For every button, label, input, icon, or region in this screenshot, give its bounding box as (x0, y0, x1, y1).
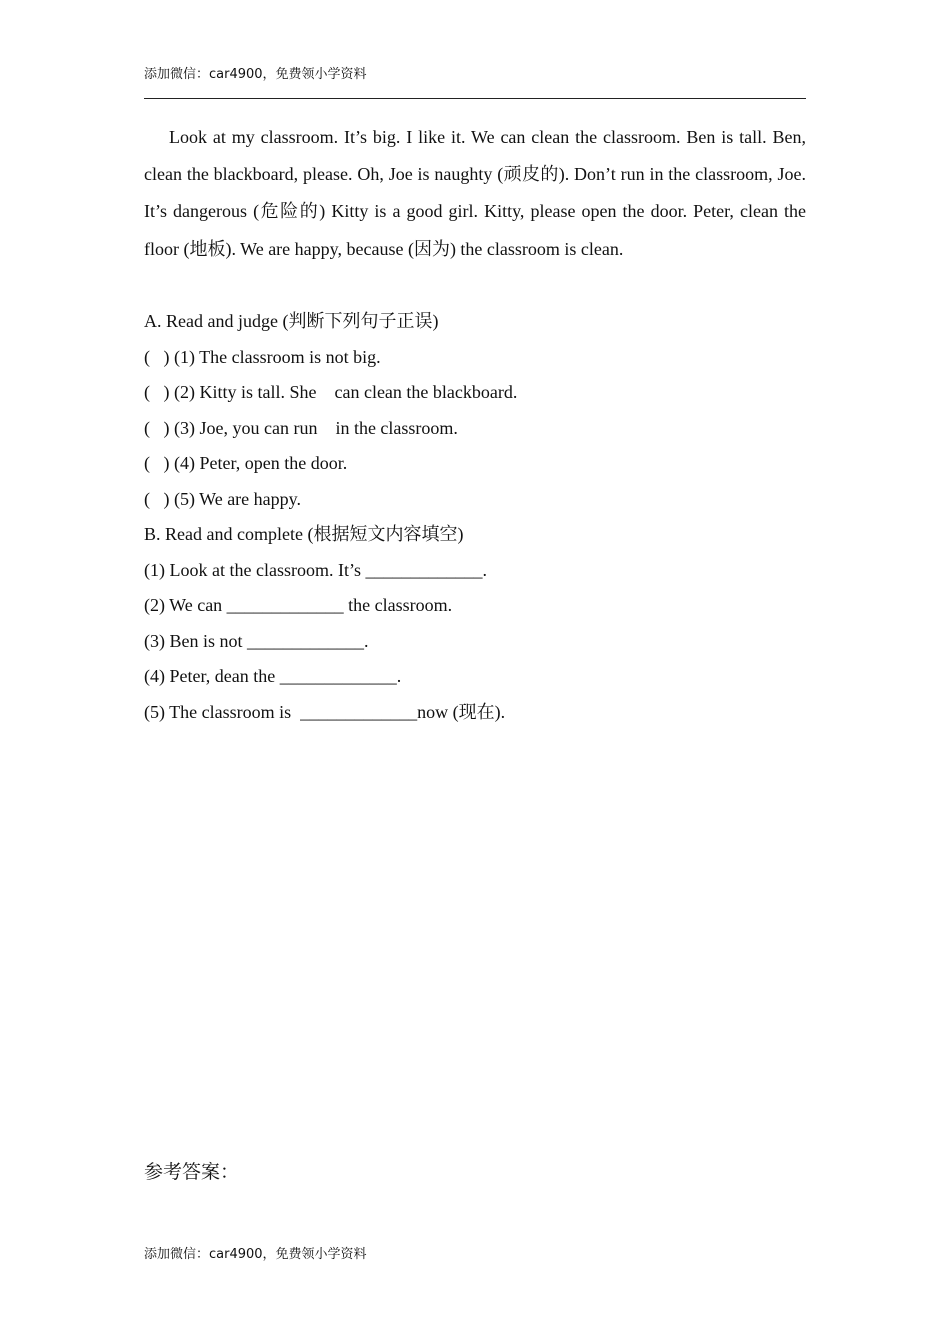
complete-item-3: (3) Ben is not _____________. (144, 630, 369, 651)
header-text: 添加微信：car4900，免费领小学资料 (144, 67, 367, 82)
complete-item-2: (2) We can _____________ the classroom. (144, 595, 453, 615)
section-a-title: A. Read and judge (判断下列句子正误) (144, 311, 439, 331)
complete-item-5: (5) The classroom is _____________now (现在). (144, 701, 506, 722)
judge-item-5: ( ) (5) We are happy. (144, 488, 301, 509)
section-b-title: B. Read and complete (根据短文内容填空) (144, 524, 464, 544)
exercise-lines (144, 304, 806, 730)
judge-item-1: ( ) (1) The classroom is not big. (144, 346, 381, 367)
header-divider (144, 98, 806, 99)
judge-item-3: ( ) (3) Joe, you can run in the classroom. (144, 417, 458, 438)
judge-item-4: ( ) (4) Peter, open the door. (144, 453, 348, 473)
answers-label: 参考答案： (144, 1162, 240, 1183)
complete-item-1: (1) Look at the classroom. It’s _____________. (144, 559, 487, 580)
footer-text: 添加微信：car4900，免费领小学资料 (144, 1247, 367, 1262)
reading-passage: Look at my classroom. It’s big. I like it. We can clean the classroom. Ben is tall. Ben, clean the blackboard, please. Oh, Joe is naughty (顽皮的). Don’t run in the classroom, Joe. It’s dangerous (危险的) Kitty is a good girl. Kitty, please open the door. Peter, clean the floor (地板). We are happy, because (因为) the classroom is clean. (144, 127, 806, 259)
complete-item-4: (4) Peter, dean the _____________. (144, 666, 402, 686)
judge-item-2: ( ) (2) Kitty is tall. She can clean the blackboard. (144, 382, 518, 402)
